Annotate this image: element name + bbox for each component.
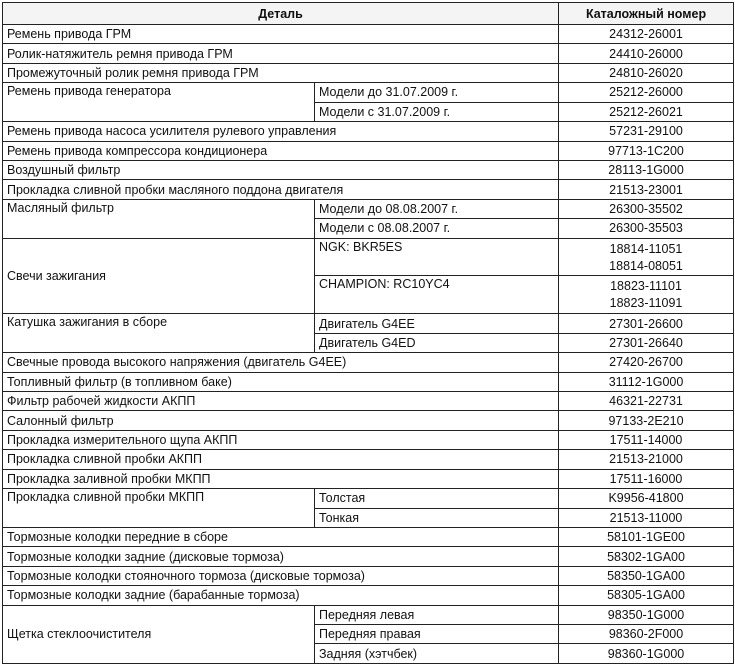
part-name: Прокладка сливной пробки МКПП	[3, 489, 315, 528]
table-row	[3, 566, 734, 585]
catalog-number	[559, 276, 734, 314]
table-row	[3, 199, 734, 218]
catalog-number-line: 18823-11091	[609, 296, 683, 311]
part-variant: Передняя правая	[315, 625, 559, 644]
table-row	[3, 180, 734, 199]
part-name: Масляный фильтр	[3, 199, 315, 238]
part-name: Прокладка сливной пробки масляного поддона двигателя	[3, 180, 559, 199]
catalog-number: 17511-14000	[559, 430, 734, 449]
part-name: Ремень привода ГРМ	[3, 25, 559, 44]
table-row	[3, 527, 734, 546]
part-name: Топливный фильтр (в топливном баке)	[3, 372, 559, 391]
header-catalog-number: Каталожный номер	[559, 3, 734, 25]
part-name: Прокладка измерительного щупа АКПП	[3, 430, 559, 449]
catalog-number: 17511-16000	[559, 469, 734, 488]
table-row	[3, 314, 734, 333]
part-variant: Модели с 08.08.2007 г.	[315, 219, 559, 238]
table-row	[3, 83, 734, 102]
table-row	[3, 122, 734, 141]
part-name: Ремень привода компрессора кондиционера	[3, 141, 559, 160]
catalog-number: 21513-11000	[559, 508, 734, 527]
part-name: Промежуточный ролик ремня привода ГРМ	[3, 63, 559, 82]
catalog-number: 98350-1G000	[559, 605, 734, 624]
table-row	[3, 391, 734, 410]
catalog-number: 21513-21000	[559, 450, 734, 469]
catalog-number: 58101-1GE00	[559, 527, 734, 546]
catalog-number: 98360-1G000	[559, 644, 734, 664]
table-row	[3, 450, 734, 469]
part-name: Тормозные колодки задние (барабанные тормоза)	[3, 586, 559, 605]
catalog-number: 24810-26020	[559, 63, 734, 82]
part-name: Прокладка заливной пробки МКПП	[3, 469, 559, 488]
table-row	[3, 372, 734, 391]
table-row	[3, 44, 734, 63]
catalog-number: 97133-2E210	[559, 411, 734, 430]
table-row	[3, 141, 734, 160]
parts-table	[2, 2, 734, 664]
catalog-number: 25212-26000	[559, 83, 734, 102]
part-name: Щетка стеклоочистителя	[3, 605, 315, 663]
catalog-number: 26300-35502	[559, 199, 734, 218]
catalog-number: 58350-1GA00	[559, 566, 734, 585]
table-row	[3, 411, 734, 430]
part-variant: Передняя левая	[315, 605, 559, 624]
part-variant: Модели до 08.08.2007 г.	[315, 199, 559, 218]
catalog-number: 24312-26001	[559, 25, 734, 44]
table-row	[3, 469, 734, 488]
part-variant: Модели с 31.07.2009 г.	[315, 102, 559, 121]
catalog-number: 58302-1GA00	[559, 547, 734, 566]
catalog-number-line: 18814-08051	[609, 258, 683, 273]
table-row	[3, 160, 734, 179]
part-name: Свечные провода высокого напряжения (двигатель G4EE)	[3, 353, 559, 372]
part-name: Ролик-натяжитель ремня привода ГРМ	[3, 44, 559, 63]
table-row	[3, 25, 734, 44]
table-row	[3, 547, 734, 566]
part-variant: Модели до 31.07.2009 г.	[315, 83, 559, 102]
table-row	[3, 605, 734, 624]
catalog-number: 57231-29100	[559, 122, 734, 141]
part-name: Ремень привода генератора	[3, 83, 315, 122]
table-row	[3, 353, 734, 372]
table-row	[3, 63, 734, 82]
part-name: Катушка зажигания в сборе	[3, 314, 315, 353]
catalog-number: 97713-1C200	[559, 141, 734, 160]
part-name: Свечи зажигания	[3, 238, 315, 314]
part-name: Прокладка сливной пробки АКПП	[3, 450, 559, 469]
catalog-number: 25212-26021	[559, 102, 734, 121]
part-variant: CHAMPION: RC10YC4	[315, 276, 559, 314]
part-name: Воздушный фильтр	[3, 160, 559, 179]
part-name: Тормозные колодки стояночного тормоза (дисковые тормоза)	[3, 566, 559, 585]
part-variant: NGK: BKR5ES	[315, 238, 559, 276]
catalog-number: 27420-26700	[559, 353, 734, 372]
catalog-number: 28113-1G000	[559, 160, 734, 179]
table-row	[3, 430, 734, 449]
catalog-number: 46321-22731	[559, 391, 734, 410]
part-name: Тормозные колодки задние (дисковые тормоза)	[3, 547, 559, 566]
part-variant: Тонкая	[315, 508, 559, 527]
header-part: Деталь	[3, 3, 559, 25]
catalog-number: 21513-23001	[559, 180, 734, 199]
catalog-number: 27301-26600	[559, 314, 734, 333]
part-name: Салонный фильтр	[3, 411, 559, 430]
catalog-number: 98360-2F000	[559, 625, 734, 644]
part-variant: Двигатель G4EE	[315, 314, 559, 333]
part-variant: Толстая	[315, 489, 559, 508]
part-name: Ремень привода насоса усилителя рулевого управления	[3, 122, 559, 141]
catalog-number: 58305-1GA00	[559, 586, 734, 605]
part-variant: Задняя (хэтчбек)	[315, 644, 559, 664]
table-row	[3, 586, 734, 605]
part-name: Тормозные колодки передние в сборе	[3, 527, 559, 546]
catalog-number	[559, 238, 734, 276]
part-name: Фильтр рабочей жидкости АКПП	[3, 391, 559, 410]
header-row	[3, 3, 734, 25]
catalog-number: 26300-35503	[559, 219, 734, 238]
catalog-number: 31112-1G000	[559, 372, 734, 391]
table-row	[3, 238, 734, 276]
table-row	[3, 489, 734, 508]
catalog-number: K9956-41800	[559, 489, 734, 508]
catalog-number-line: 18823-11101	[610, 279, 682, 294]
catalog-number: 27301-26640	[559, 333, 734, 352]
part-variant: Двигатель G4ED	[315, 333, 559, 352]
catalog-number: 24410-26000	[559, 44, 734, 63]
catalog-number-line: 18814-11051	[609, 241, 683, 256]
